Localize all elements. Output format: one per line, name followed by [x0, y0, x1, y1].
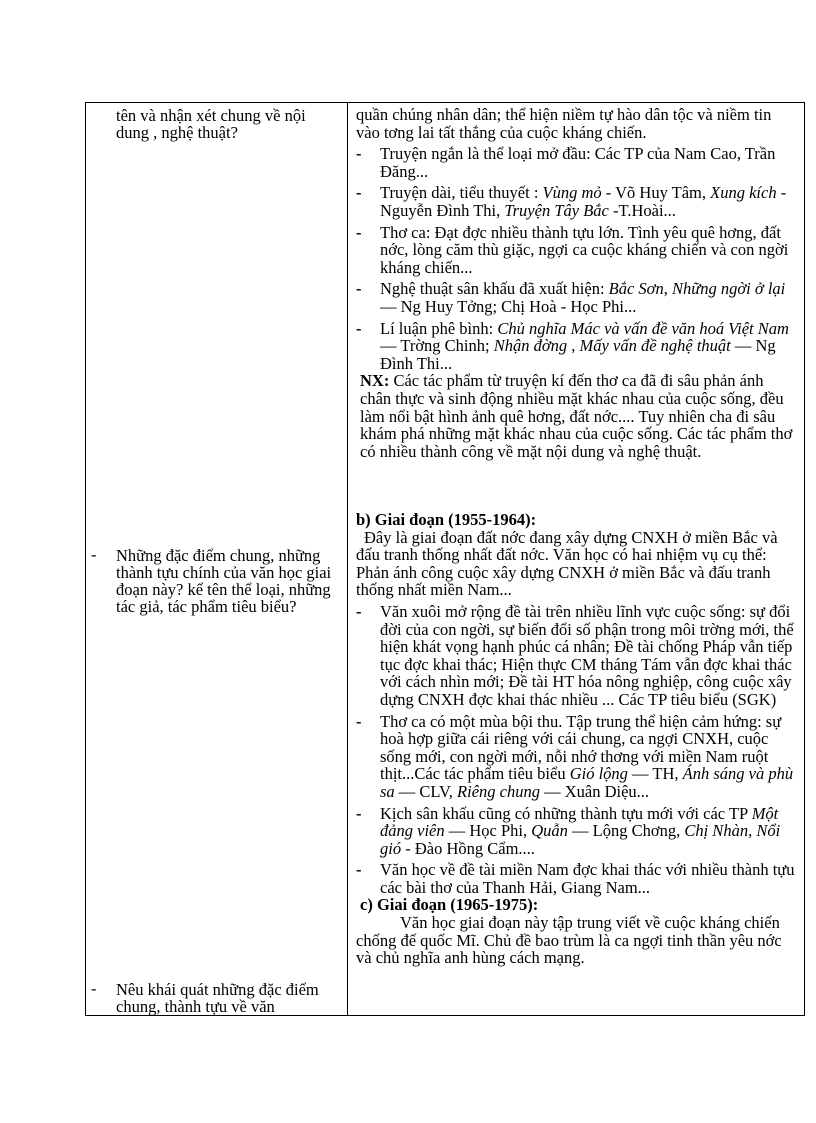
bullet-marker: - — [356, 860, 362, 880]
bullet-drama: - Kịch sân khấu cũng có những thành tựu mới với các TP Một đảng viên — Học Phi, Quẫn — Lộng Chơng, Chị Nhàn, Nổi gió - Đào Hồng Cẩm.... — [356, 803, 781, 858]
bullet-poetry-harvest: - Thơ ca có một mùa bội thu. Tập trung thể hiện cảm hứng: sự hoà hợp giữa cái riêng với cái chung, ca ngợi CNXH, cuộc sống mới, con ngời mới, nỗi nhớ thơng với miền Nam ruột thịt...Các tác phẩm tiêu biểu Gió lộng — TH, Ánh sáng và phù sa — CLV, Riêng chung — Xuân Diệu... — [356, 711, 794, 801]
section-c-title: c) Giai đoạn (1965-1975): — [360, 895, 539, 915]
content-table — [85, 102, 805, 1016]
answer-block-1 — [356, 106, 796, 460]
bullet-prose: - Văn xuôi mở rộng đề tài trên nhiều lĩnh vực cuộc sống: sự đổi đời của con ngời, sự biến đổi số phận trong môi trờng mới, thể hiện khát vọng hạnh phúc cá nhân; Đề tài chống Pháp vẫn tiếp tục đợc khai thác; Hiện thực CM tháng Tám vẫn đợc khai thác với cách nhìn mới; Đề tài HT hóa nông nghiệp, công cuộc xây dựng CNXH đợc khai thác nhiều ... Các TP tiêu biểu (SGK) — [356, 601, 794, 709]
bullet-short-story: - Truyện ngắn là thể loại mở đầu: Các TP của Nam Cao, Trần Đăng... — [356, 144, 776, 181]
nx-remark: NX: Các tác phẩm từ truyện kí đến thơ ca đã đi sâu phản ánh chân thực và sinh động nhiều mặt khác nhau của cuộc sống, đều làm nổi bật hình ảnh quê hơng, đất nớc.... Tuy nhiên cha đi sâu khám phá những mặt khác nhau của cuộc sống. Các tác phẩm thơ có nhiều thành công về mặt nội dung và nghệ thuật. — [360, 371, 793, 461]
dash-marker: - — [91, 979, 97, 998]
section-c-intro: Văn học giai đoạn này tập trung viết về cuộc kháng chiến chống đế quốc Mĩ. Chủ đề bao trùm là ca ngợi tinh thần yêu nớc và chủ nghĩa anh hùng cách mạng. — [356, 913, 782, 968]
bullet-marker: - — [356, 803, 362, 823]
bullet-south-theme: - Văn học về đề tài miền Nam đợc khai thác với nhiều thành tựu các bài thơ của Thanh Hải, Giang Nam... — [356, 860, 795, 897]
bullet-marker: - — [356, 601, 362, 621]
bullet-marker: - — [356, 279, 362, 299]
dash-marker: - — [91, 545, 97, 564]
question-1: tên và nhận xét chung về nội dung , nghệ thuật? — [116, 106, 306, 142]
section-b-intro: Đây là giai đoạn đất nớc đang xây dựng CNXH ở miền Bắc và đấu tranh thống nhất đất nớc. Văn học có hai nhiệm vụ cụ thể: Phản ánh công cuộc xây dựng CNXH ở miền Bắc và đấu tranh thống nhất miền Nam... — [356, 527, 778, 600]
bullet-marker: - — [356, 144, 362, 164]
question-2: - Những đặc điểm chung, những thành tựu chính của văn học giai đoạn này? kể tên thể loại, những tác giả, tác phẩm tiêu biểu? — [91, 545, 332, 616]
bullet-marker: - — [356, 222, 362, 242]
bullet-marker: - — [356, 711, 362, 731]
bullet-criticism: - Lí luận phê bình: Chủ nghĩa Mác và vấn đề văn hoá Việt Nam — Trờng Chinh; Nhận đờng , Mấy vấn đề nghệ thuật — Ng Đình Thi... — [356, 318, 789, 373]
section-b-title: b) Giai đoạn (1955-1964): — [356, 510, 537, 529]
bullet-poetry: - Thơ ca: Đạt đợc nhiều thành tựu lớn. Tình yêu quê hơng, đất nớc, lòng căm thù giặc, ngợi ca cuộc kháng chiến và con ngời kháng chiến... — [356, 222, 789, 277]
answer-column — [348, 103, 804, 1015]
intro-paragraph: quần chúng nhân dân; thể hiện niềm tự hào dân tộc và niềm tin vào tơng lai tất thắng của cuộc kháng chiến. — [356, 105, 772, 142]
question-3: - Nêu khái quát những đặc điểm chung, thành tựu về văn — [91, 979, 319, 1016]
bullet-marker: - — [356, 183, 362, 203]
question-column — [86, 103, 347, 1015]
bullet-marker: - — [356, 318, 362, 338]
bullet-novel: - Truyện dài, tiểu thuyết : Vùng mỏ - Võ Huy Tâm, Xung kích - Nguyễn Đình Thi, Truyện Tây Bắc -T.Hoài... — [356, 183, 787, 220]
bullet-theatre: - Nghệ thuật sân khấu đã xuất hiện: Bắc Sơn, Những ngời ở lại — Ng Huy Tởng; Chị Hoà - Học Phi... — [356, 279, 786, 316]
answer-block-2 — [356, 511, 796, 967]
